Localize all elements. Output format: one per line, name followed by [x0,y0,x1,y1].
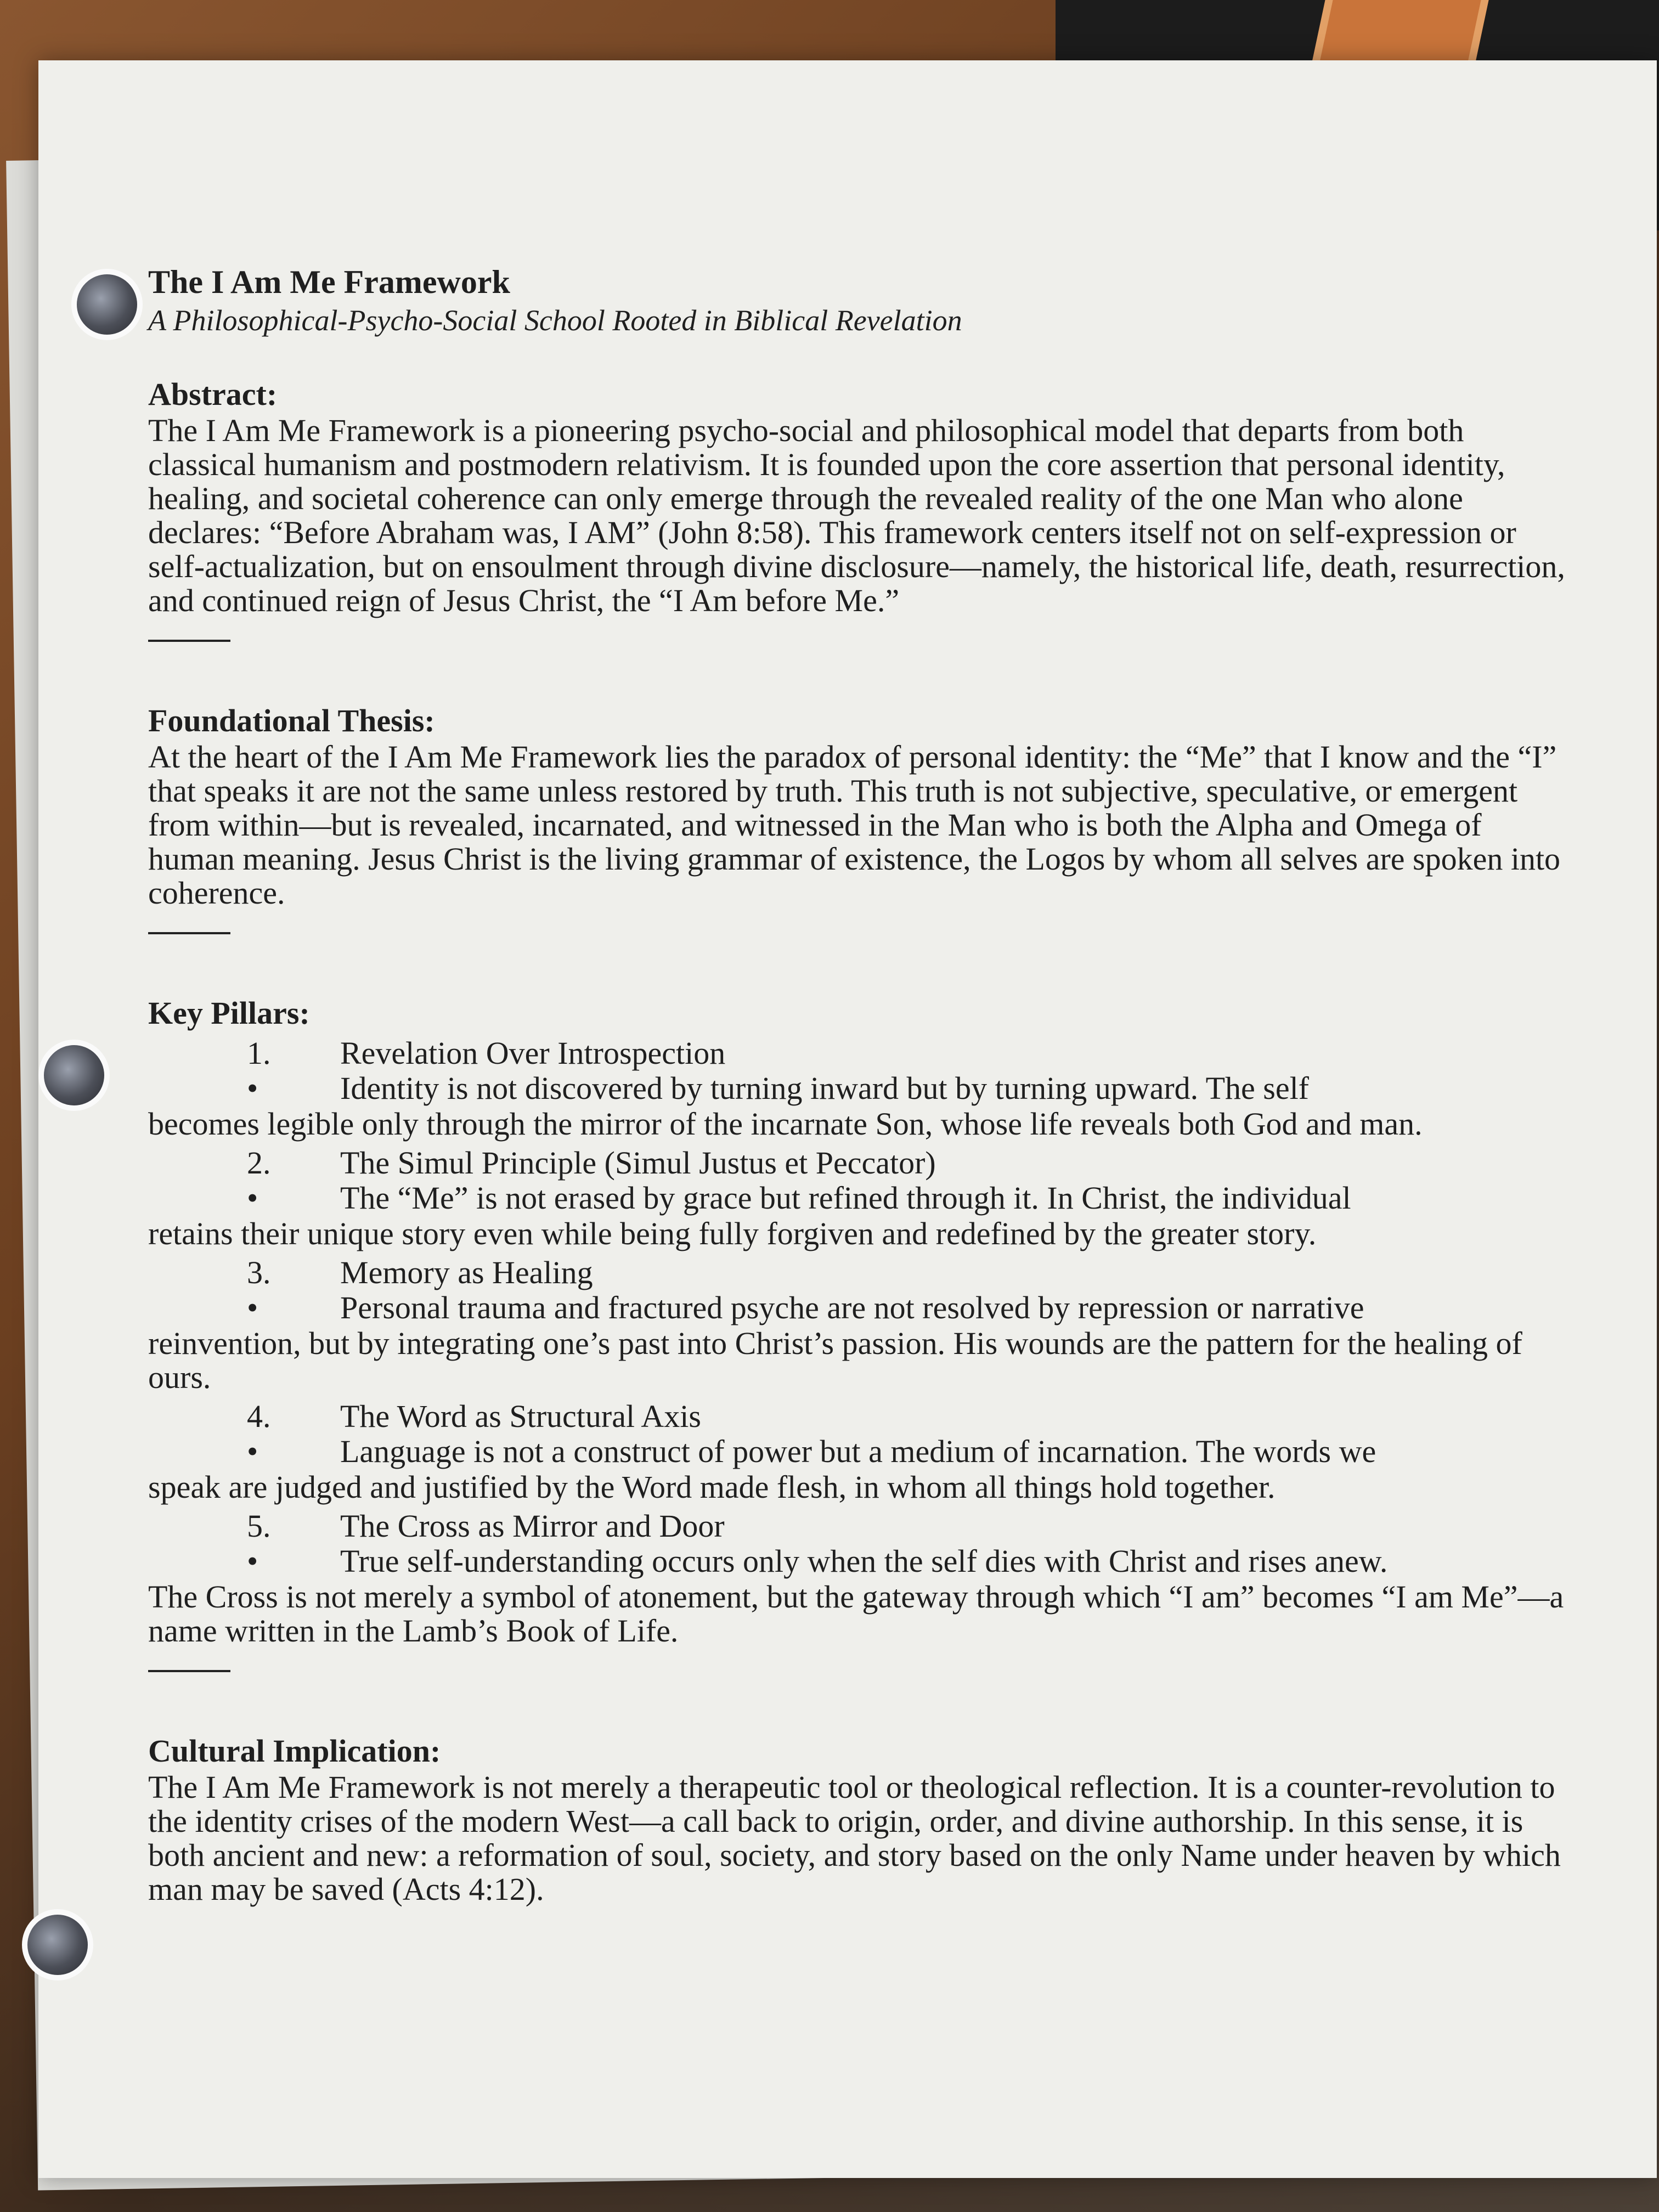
pillar-text-first: Language is not a construct of power but a medium of incarnation. The words we [340,1434,1376,1469]
document-content [148,263,1575,1906]
section-divider [148,1670,230,1672]
pillar-item [148,1399,1575,1504]
thesis-heading: Foundational Thesis: [148,703,435,738]
pillar-number: 3. [247,1255,271,1290]
punch-hole-top [71,269,143,340]
pillar-text-rest: retains their unique story even while being fully forgiven and redefined by the greater story. [148,1216,1317,1251]
thesis-text: At the heart of the I Am Me Framework lies the paradox of personal identity: the “Me” that I know and the “I” that speaks it are not the same unless restored by truth. This truth is not subjective, speculative, or emergent from within—but is revealed, incarnated, and witnessed in the Man who is both the Alpha and Omega of human meaning. Jesus Christ is the living grammar of existence, the Logos by whom all selves are spoken into coherence. [148,739,1561,911]
section-divider [148,932,230,934]
pillar-number: 5. [247,1508,271,1544]
pillar-text-rest: reinvention, but by integrating one’s past into Christ’s passion. His wounds are the pattern for the healing of ours. [148,1325,1522,1395]
bullet-icon: • [247,1543,258,1579]
pillars-section [148,995,1575,1672]
bullet-icon: • [247,1290,258,1325]
cultural-heading: Cultural Implication: [148,1733,441,1769]
pillar-text-first: Personal trauma and fractured psyche are not resolved by repression or narrative [340,1290,1364,1325]
thesis-section [148,702,1575,934]
pillar-item [148,1036,1575,1141]
document-title: The I Am Me Framework [148,264,510,300]
pillar-title: The Word as Structural Axis [340,1398,701,1434]
document-subtitle: A Philosophical-Psycho-Social School Rooted in Biblical Revelation [148,304,962,337]
pillar-text-first: The “Me” is not erased by grace but refined through it. In Christ, the individual [340,1180,1351,1216]
pillar-text-rest: speak are judged and justified by the Word made flesh, in whom all things hold together. [148,1469,1276,1505]
pillar-number: 4. [247,1398,271,1434]
pillar-text-rest: The Cross is not merely a symbol of atonement, but the gateway through which “I am” becomes “I am Me”—a name written in the Lamb’s Book of Life. [148,1579,1564,1649]
cultural-text: The I Am Me Framework is not merely a therapeutic tool or theological reflection. It is a counter-revolution to the identity crises of the modern West—a call back to origin, order, and divine authorship. In this sense, it is both ancient and new: a reformation of soul, society, and story based on the only Name under heaven by which man may be saved (Acts 4:12). [148,1769,1561,1907]
pillar-text-first: Identity is not discovered by turning inward but by turning upward. The self [340,1070,1309,1106]
pillar-title: Memory as Healing [340,1255,593,1290]
punch-hole-bottom [22,1909,93,1980]
bullet-icon: • [247,1434,258,1469]
pillar-text-first: True self-understanding occurs only when the self dies with Christ and rises anew. [340,1543,1388,1579]
pillar-title: Revelation Over Introspection [340,1035,726,1071]
abstract-heading: Abstract: [148,376,278,412]
abstract-text: The I Am Me Framework is a pioneering psycho-social and philosophical model that departs from both classical humanism and postmodern relativism. It is founded upon the core assertion that personal identity, healing, and societal coherence can only emerge through the revealed reality of the one Man who alone declares: “Before Abraham was, I AM” (John 8:58). This framework centers itself not on self-expression or self-actualization, but on ensoulment through divine disclosure—namely, the historical life, death, resurrection, and continued reign of Jesus Christ, the “I Am before Me.” [148,413,1565,618]
paper-page [38,60,1657,2178]
bullet-icon: • [247,1180,258,1216]
pillar-item [148,1509,1575,1648]
bullet-icon: • [247,1070,258,1106]
pillar-title: The Simul Principle (Simul Justus et Peccator) [340,1145,936,1181]
pillar-item [148,1146,1575,1251]
abstract-section [148,376,1575,642]
punch-hole-middle [38,1040,110,1111]
cultural-section [148,1733,1575,1906]
section-divider [148,640,230,642]
pillars-heading: Key Pillars: [148,995,310,1031]
pillar-number: 1. [247,1035,271,1071]
pillar-title: The Cross as Mirror and Door [340,1508,725,1544]
pillar-number: 2. [247,1145,271,1181]
pillar-item [148,1255,1575,1395]
pillar-text-rest: becomes legible only through the mirror of the incarnate Son, whose life reveals both God and man. [148,1106,1423,1142]
